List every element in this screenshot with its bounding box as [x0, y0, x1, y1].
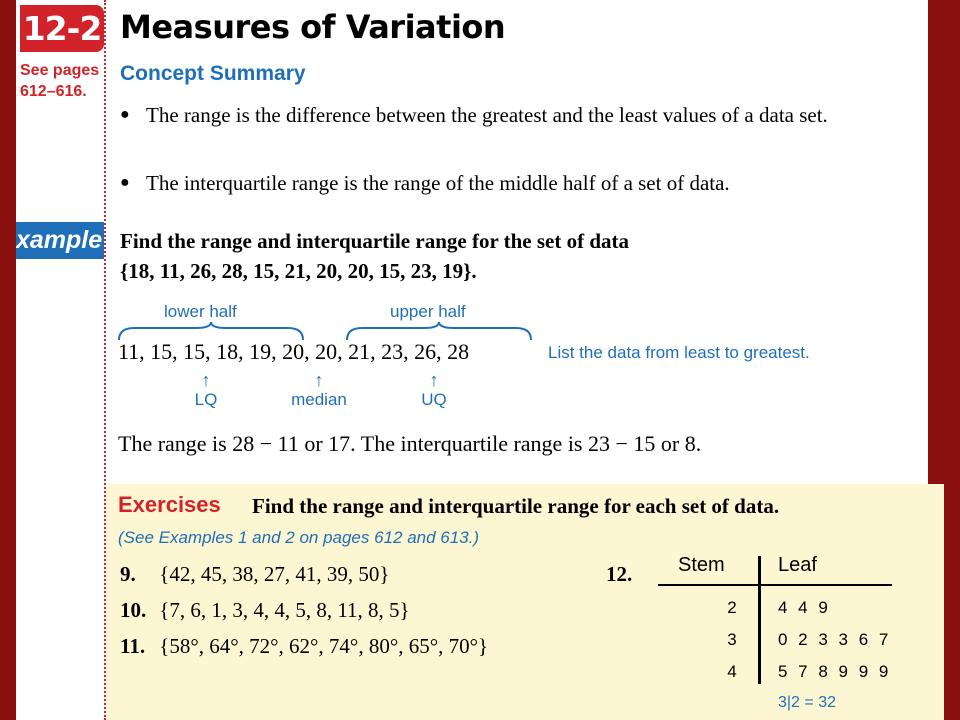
- exercises-reference: (See Examples 1 and 2 on pages 612 and 613.): [118, 528, 480, 547]
- sorted-data-list: 11, 15, 15, 18, 19, 20, 20, 21, 23, 26, 28: [118, 339, 470, 364]
- sidebar: [16, 0, 106, 720]
- bullet-icon: ●: [120, 174, 130, 191]
- concept-summary-heading: Concept Summary: [120, 62, 306, 85]
- lesson-page: [16, 0, 944, 720]
- see-pages-line-2: 612–616.: [20, 83, 87, 100]
- exercise-number: 11.: [120, 634, 146, 658]
- exercise-data: {42, 45, 38, 27, 41, 39, 50}: [159, 562, 390, 586]
- median-label: median: [291, 390, 347, 409]
- up-arrow-icon: ↑: [314, 370, 324, 390]
- stem-divider: [758, 556, 761, 684]
- leaf-values: 5 7 8 9 9 9: [778, 662, 892, 681]
- example-tab: xample: [16, 222, 104, 259]
- exercise-number: 10.: [120, 598, 147, 622]
- example-prompt: [120, 226, 920, 286]
- exercise-item: [120, 562, 389, 587]
- stem-value: 3: [727, 630, 737, 649]
- exercises-title: Exercises: [118, 492, 221, 517]
- concept-bullet-2-text: The interquartile range is the range of the middle half of a set of data.: [146, 171, 730, 195]
- concept-bullet-1: [120, 100, 940, 130]
- exercises-instruction: Find the range and interquartile range for each set of data.: [252, 494, 780, 518]
- leaf-header: Leaf: [778, 554, 817, 576]
- leaf-values: 4 4 9: [778, 598, 831, 617]
- upper-half-label: upper half: [390, 302, 466, 321]
- lower-quartile-marker: [166, 370, 246, 410]
- page-title: Measures of Variation: [120, 8, 506, 46]
- exercise-item: [120, 598, 410, 623]
- up-arrow-icon: ↑: [201, 370, 211, 390]
- stem-header: Stem: [678, 554, 725, 576]
- median-marker: [279, 370, 359, 410]
- up-arrow-icon: ↑: [429, 370, 439, 390]
- stem-value: 4: [727, 662, 737, 681]
- see-pages-line-1: See pages: [20, 62, 100, 79]
- upper-quartile-marker: [394, 370, 474, 410]
- exercise-number: 9.: [120, 562, 136, 586]
- lq-label: LQ: [194, 390, 218, 409]
- uq-label: UQ: [421, 390, 447, 409]
- stem-value: 2: [727, 598, 737, 617]
- header-rule: [658, 584, 892, 586]
- concept-bullet-2: [120, 168, 940, 198]
- bullet-icon: ●: [120, 106, 130, 123]
- stem-leaf-key: 3|2 = 32: [778, 694, 836, 711]
- example-prompt-line-1: Find the range and interquartile range for the set of data: [120, 229, 630, 253]
- exercise-item: [120, 634, 488, 659]
- example-result: The range is 28 − 11 or 17. The interquartile range is 23 − 15 or 8.: [118, 431, 702, 456]
- stem-and-leaf-plot: [646, 554, 896, 714]
- leaf-values: 0 2 3 3 6 7: [778, 630, 892, 649]
- example-prompt-line-2: {18, 11, 26, 28, 15, 21, 20, 20, 15, 23, 19}.: [120, 259, 477, 283]
- exercise-data: {58°, 64°, 72°, 62°, 74°, 80°, 65°, 70°}: [159, 634, 489, 658]
- exercises-panel: [106, 484, 944, 720]
- lesson-number-badge: 12-2: [20, 5, 104, 52]
- concept-bullet-1-text: The range is the difference between the greatest and the least values of a data set.: [146, 103, 828, 127]
- lower-half-label: lower half: [164, 302, 237, 321]
- exercise-12-number: 12.: [606, 562, 633, 586]
- sort-instruction: List the data from least to greatest.: [548, 343, 810, 362]
- exercise-data: {7, 6, 1, 3, 4, 4, 5, 8, 11, 8, 5}: [159, 598, 410, 622]
- see-pages-note: [20, 60, 106, 102]
